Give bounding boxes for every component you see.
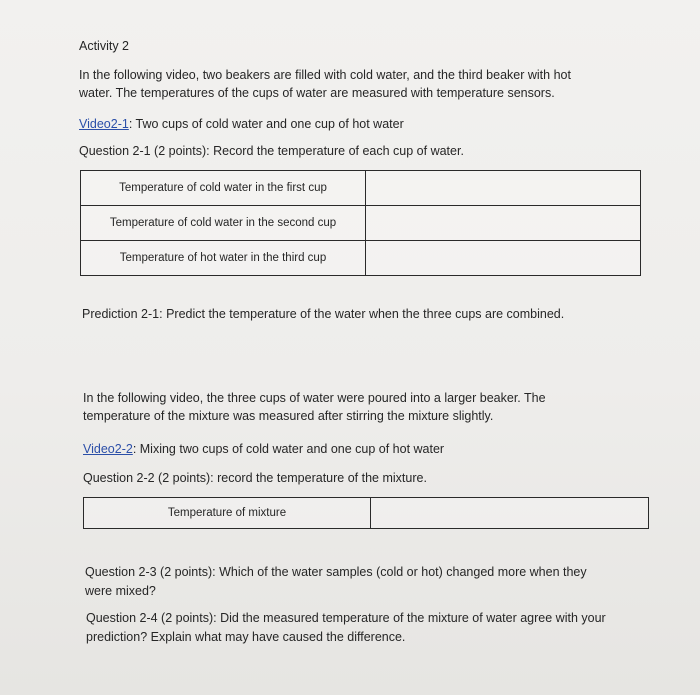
mixture-temperature-table xyxy=(83,497,649,529)
cup-2-value-cell[interactable] xyxy=(366,206,641,241)
activity-title: Activity 2 xyxy=(79,39,130,53)
question-2-4-line-2: prediction? Explain what may have caused the difference. xyxy=(86,630,406,644)
intro-line-1: In the following video, two beakers are filled with cold water, and the third beaker with hot xyxy=(79,68,571,82)
cup-3-label: Temperature of hot water in the third cup xyxy=(81,241,366,276)
intro-line-2: water. The temperatures of the cups of water are measured with temperature sensors. xyxy=(79,86,555,100)
video-2-2-line xyxy=(83,440,444,458)
video-2-1-description: : Two cups of cold water and one cup of hot water xyxy=(128,117,404,131)
table-row xyxy=(81,241,641,276)
table-row xyxy=(81,206,641,241)
mixture-label: Temperature of mixture xyxy=(84,498,371,529)
section-2-line-1: In the following video, the three cups of water were poured into a larger beaker. The xyxy=(83,391,546,405)
question-2-2: Question 2-2 (2 points): record the temperature of the mixture. xyxy=(83,471,427,485)
question-2-4-line-1: Question 2-4 (2 points): Did the measured temperature of the mixture of water agree with your xyxy=(86,611,606,625)
cup-1-value-cell[interactable] xyxy=(366,171,641,206)
prediction-2-1: Prediction 2-1: Predict the temperature of the water when the three cups are combined. xyxy=(82,307,565,321)
table-row xyxy=(81,171,641,206)
question-2-3-line-1: Question 2-3 (2 points): Which of the water samples (cold or hot) changed more when they xyxy=(85,565,587,579)
table-row xyxy=(84,498,649,529)
cup-1-label: Temperature of cold water in the first cup xyxy=(81,171,366,206)
cup-2-label: Temperature of cold water in the second cup xyxy=(81,206,366,241)
video-2-2-description: : Mixing two cups of cold water and one cup of hot water xyxy=(132,442,445,456)
question-2-1: Question 2-1 (2 points): Record the temperature of each cup of water. xyxy=(79,144,464,158)
cup-temperature-table xyxy=(80,170,641,276)
video-2-1-line xyxy=(79,115,404,133)
video-2-2-link[interactable]: Video2-2 xyxy=(83,442,133,456)
video-2-1-link[interactable]: Video2-1 xyxy=(79,117,129,131)
section-2-line-2: temperature of the mixture was measured after stirring the mixture slightly. xyxy=(83,409,494,423)
mixture-value-cell[interactable] xyxy=(371,498,649,529)
cup-3-value-cell[interactable] xyxy=(366,241,641,276)
question-2-3-line-2: were mixed? xyxy=(85,584,156,598)
